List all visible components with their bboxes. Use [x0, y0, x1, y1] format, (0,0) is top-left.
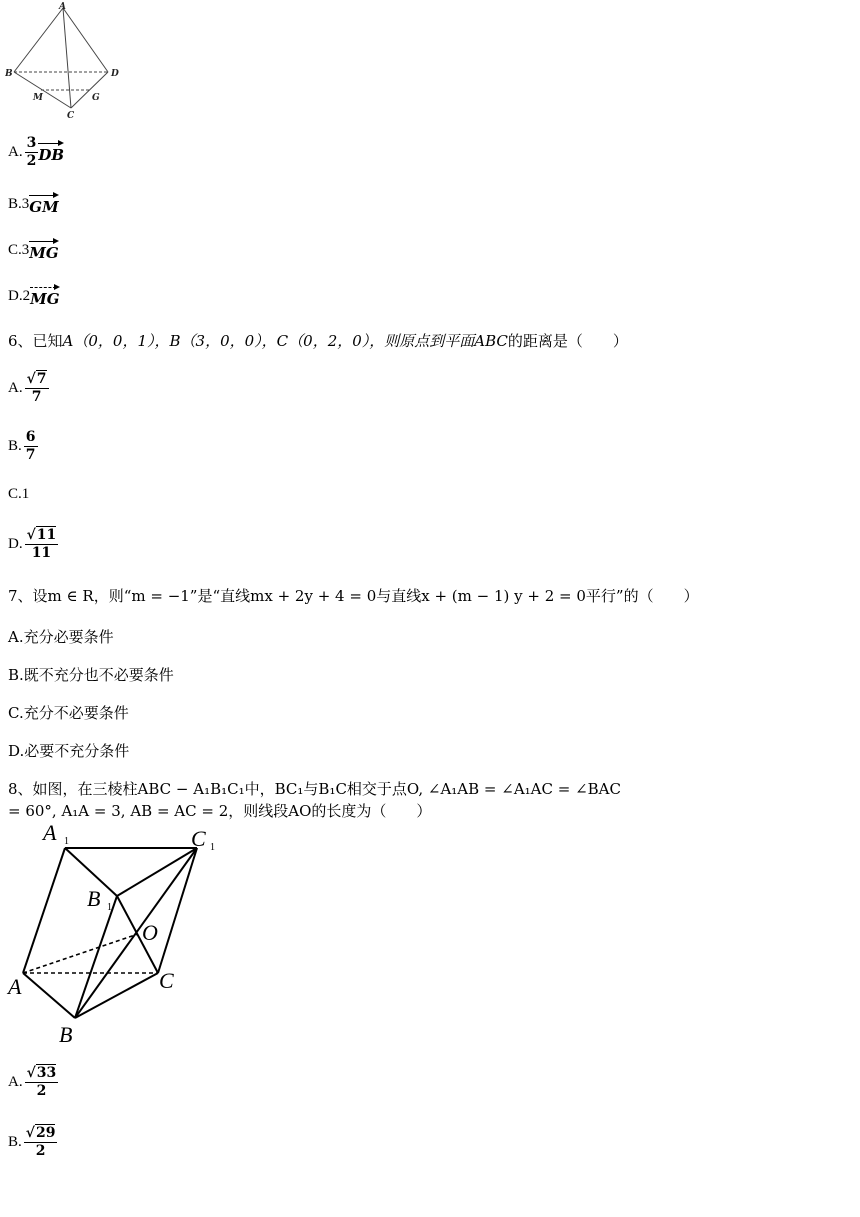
vector-mg: MG — [29, 238, 58, 262]
q8-option-a[interactable]: A. $\frac{√33}{2}$ — [8, 1065, 57, 1099]
label-c: C — [67, 111, 75, 121]
q8-stem-line1: 8、如图，在三棱柱ABC − A₁B₁C₁中，BC₁与B₁C相交于点O, ∠A₁AB = ∠A₁AC = ∠BAC — [8, 780, 621, 798]
label-c1: C — [191, 826, 206, 851]
label-m: M — [33, 93, 43, 103]
label-a1: A — [43, 820, 57, 845]
vector-mg-dashed: MG — [30, 284, 59, 308]
label-g: G — [92, 93, 100, 103]
q6-option-a[interactable]: A. $\frac{√7}{7}$ — [8, 371, 47, 405]
q5-option-c[interactable]: C.3 MG — [8, 238, 59, 262]
q7-option-b[interactable]: B.既不充分也不必要条件 — [8, 666, 174, 684]
q7-option-c[interactable]: C.充分不必要条件 — [8, 704, 129, 722]
label-d: D — [111, 69, 119, 79]
label-c: C — [159, 968, 174, 993]
q6-stem: 6、已知A（0，0，1），B（3，0，0），C（0，2，0），则原点到平面ABC的距离是（ ） — [8, 332, 628, 350]
q8-option-b[interactable]: B. $\frac{√29}{2}$ — [8, 1125, 56, 1159]
vector-gm: GM — [29, 192, 58, 216]
q5-option-b[interactable]: B.3 GM — [8, 192, 59, 216]
svg-text:1: 1 — [64, 836, 69, 847]
label-a: A — [59, 2, 66, 12]
svg-text:1: 1 — [107, 902, 112, 913]
q7-option-a[interactable]: A.充分必要条件 — [8, 628, 114, 646]
q5-option-d[interactable]: D.2 MG — [8, 284, 60, 308]
q7-stem: 7、设m ∈ R，则“m = −1”是“直线mx + 2y + 4 = 0与直线x + (m − 1) y + 2 = 0平行”的（ ） — [8, 587, 699, 605]
q8-stem-line2: = 60°, A₁A = 3, AB = AC = 2，则线段AO的长度为（ ） — [8, 802, 432, 820]
svg-text:1: 1 — [210, 842, 215, 853]
label-a: A — [8, 974, 22, 999]
label-o: O — [142, 920, 158, 945]
prism-figure — [5, 818, 220, 1050]
label-b: B — [5, 69, 13, 79]
label-b1: B — [87, 886, 101, 911]
q5-option-a[interactable]: A. $\frac{3}{2}$ DB — [8, 135, 65, 169]
q7-option-d[interactable]: D.必要不充分条件 — [8, 742, 130, 760]
vector-db: DB — [38, 140, 64, 164]
label-b: B — [59, 1022, 73, 1047]
q6-option-c[interactable]: C.1 — [8, 486, 30, 502]
q6-option-d[interactable]: D. $\frac{√11}{11}$ — [8, 527, 57, 561]
q6-option-b[interactable]: B. $\frac{6}{7}$ — [8, 429, 36, 463]
tetrahedron-figure — [5, 2, 135, 122]
